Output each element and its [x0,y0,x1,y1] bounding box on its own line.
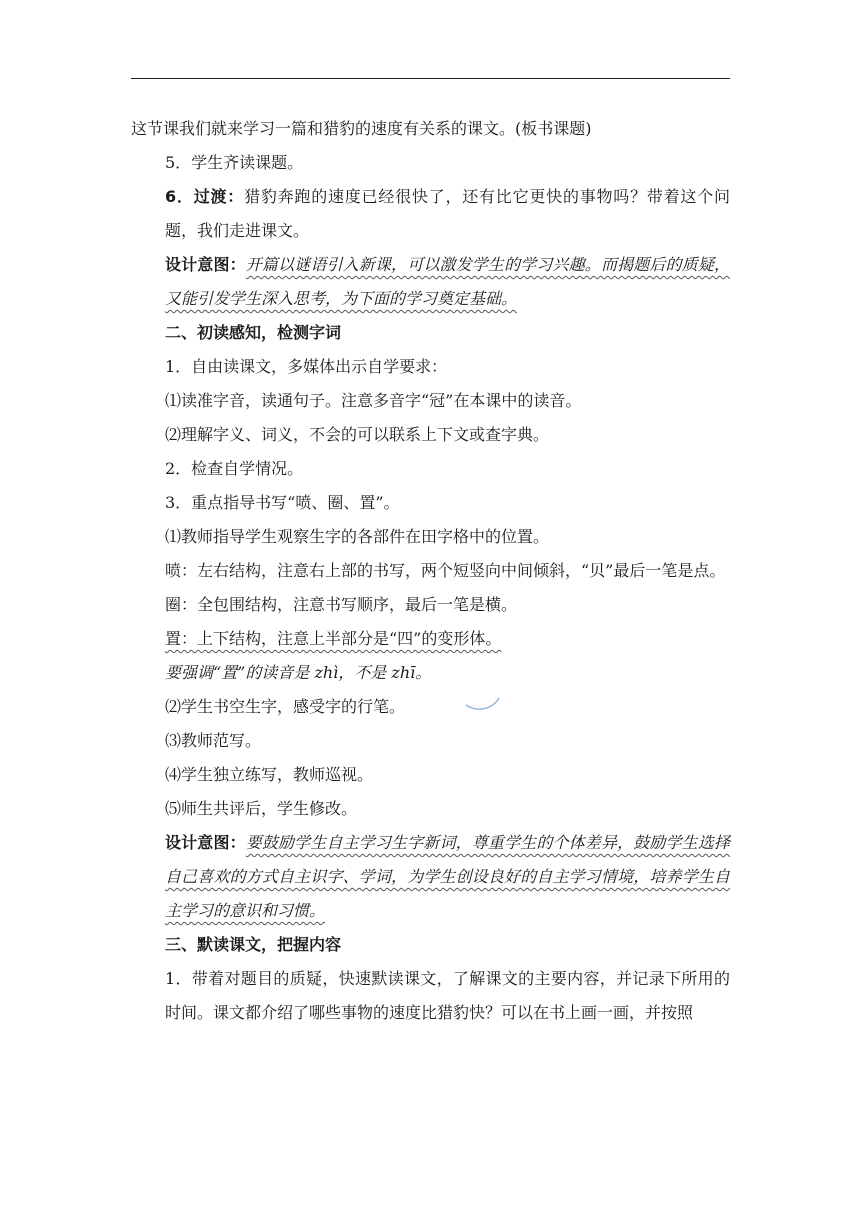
section-2-item-1b: ⑵理解字义、词义，不会的可以联系上下文或查字典。 [165,425,550,444]
section-2-item-3e: ⑸师生共评后，学生修改。 [165,799,358,818]
design-intent-1 [131,248,730,316]
section-2-item-1a: ⑴读准字音，读通句子。注意多音字“冠”在本课中的读音。 [165,391,582,410]
design-intent-1-label: 设计意图： [165,255,246,274]
curved-arrow-mark [464,692,502,712]
paragraph-lesson-title-note: 这节课我们就来学习一篇和猎豹的速度有关系的课文。(板书课题) [131,119,592,138]
step-6 [131,180,730,248]
section-2-item-1: 1．自由读课文，多媒体出示自学要求： [165,357,448,376]
section-2-item-3b: ⑵学生书空生字，感受字的行笔。 [165,697,406,716]
step-5: 5．学生齐读课题。 [165,153,304,172]
section-3-item-1: 1．带着对题目的质疑，快速默读课文，了解课文的主要内容，并记录下所用的时间。课文都介绍了哪些事物的速度比猎豹快？可以在书上画一画，并按照 [165,969,730,1022]
char-note-zhi-pronunciation: 要强调“置”的读音是 zhì，不是 zhī。 [165,663,432,682]
section-2-item-3c: ⑶教师范写。 [165,731,262,750]
char-note-quan: 圈：全包围结构，注意书写顺序，最后一笔是横。 [165,595,518,614]
section-2-heading: 二、初读感知，检测字词 [165,323,342,342]
header-rule [131,78,730,79]
char-note-zhi-text: 置：上下结构，注意上半部分是“四”的变形体。 [165,629,502,648]
section-2-item-3d: ⑷学生独立练写，教师巡视。 [165,765,374,784]
char-note-zhi [131,622,730,656]
char-note-pen: 喷：左右结构，注意右上部的书写，两个短竖向中间倾斜，“贝”最后一笔是点。 [165,561,726,580]
design-intent-2-text: 要鼓励学生自主学习生字新词，尊重学生的个体差异，鼓励学生选择自己喜欢的方式自主识字、学词，为学生创设良好的自主学习情境，培养学生自主学习的意识和习惯。 [165,833,730,920]
section-3-heading: 三、默读课文，把握内容 [165,935,342,954]
section-2-item-3: 3．重点指导书写“喷、圈、置”。 [165,493,400,512]
design-intent-2-label: 设计意图： [165,833,246,852]
design-intent-2 [131,826,730,928]
step-6-text: 猎豹奔跑的速度已经很快了，还有比它更快的事物吗？带着这个问题，我们走进课文。 [165,187,730,240]
document-body [131,112,730,1030]
section-2-item-2: 2．检查自学情况。 [165,459,304,478]
section-2-item-3a: ⑴教师指导学生观察生字的各部件在田字格中的位置。 [165,527,550,546]
design-intent-1-text: 开篇以谜语引入新课，可以激发学生的学习兴趣。而揭题后的质疑，又能引发学生深入思考，为下面的学习奠定基础。 [165,255,730,308]
step-6-label: 6．过渡： [165,187,245,206]
